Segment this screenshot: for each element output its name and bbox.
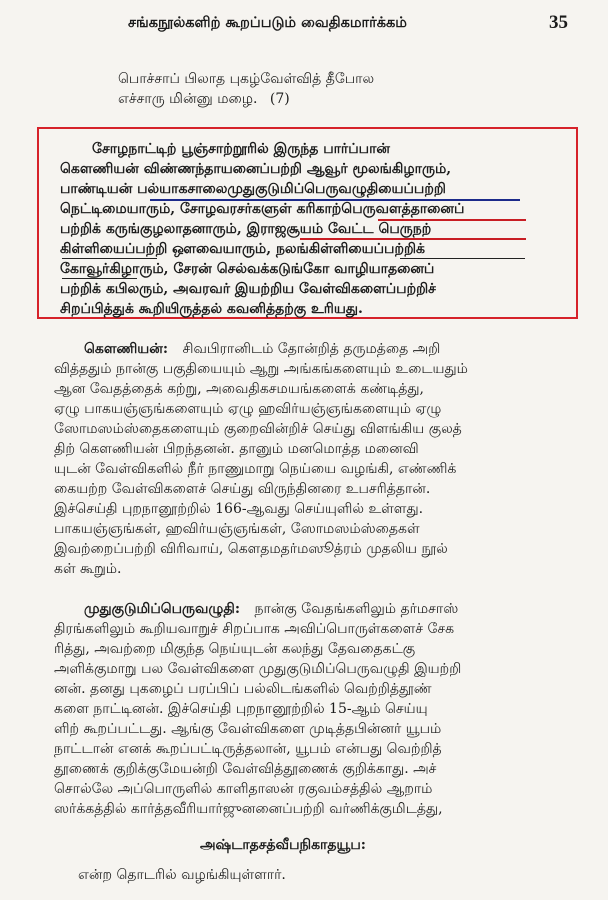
mudukudumi-line: ளிற் கூறப்பட்டது. ஆங்கு வேள்விகளை முடித்தபின்னர் யூபம் xyxy=(54,721,442,737)
boxed-line-8: பற்றிக் கபிலரும், அவரவர் இயற்றிய வேள்விகளைப்பற்றிச் xyxy=(60,281,436,297)
red-underline-perunarkilli xyxy=(300,238,526,240)
mudukudumi-line: தூணைக் குறிக்குமேயன்றி வேள்வித்தூணைக் குறிக்காது. அச் xyxy=(54,761,437,777)
pencil-underline-3 xyxy=(62,278,137,279)
kauniyan-line: கையற்ற வேள்விகளைச் செய்து விருந்தினரை உபசரித்தான். xyxy=(54,481,431,497)
kauniyan-line: ஆன வேதத்தைக் கற்று, அவைதிகசமயங்களைக் கண்டித்து, xyxy=(54,381,424,397)
mudukudumi-line-1-text: நான்கு வேதங்களிலும் தர்மசாஸ் xyxy=(254,601,459,617)
mudukudumi-line: ரித்து, அவற்றை மிகுந்த நெய்யுடன் கலந்து தேவதைகட்கு xyxy=(54,641,416,657)
mudukudumi-heading: முதுகுடுமிப்பெருவழுதி: xyxy=(84,601,241,617)
boxed-line-9: சிறப்பித்துக் கூறியிருத்தல் கவனித்தற்கு உரியது. xyxy=(60,301,363,317)
boxed-line-7: கோவூர்கிழாரும், சேரன் செல்வக்கடுங்கோ வாழியாதனைப் xyxy=(60,261,435,277)
kauniyan-line: கள் கூறும். xyxy=(54,561,122,577)
kauniyan-line: திற் கௌணியன் பிறந்தனன். தானும் மனமொத்த மனைவி xyxy=(54,441,419,457)
kauniyan-line: இவற்றைப்பற்றி விரிவாய், கௌதமதர்மஸூத்ரம் முதலிய நூல் xyxy=(54,541,448,557)
boxed-line-1: சோழநாட்டிற் பூஞ்சாற்றூரில் இருந்த பார்ப்பான் xyxy=(92,141,390,157)
verse-line-2-text: எச்சாரு மின்னு மழை. xyxy=(118,91,258,107)
kauniyan-line: ஏழு பாகயஞ்ஞங்களையும் ஏழு ஹவிர்யஞ்ஞங்களையும் ஏழு xyxy=(54,401,442,417)
mudukudumi-line: சொல்லே அப்பொருளில் காளிதாஸன் ரகுவம்சத்தில் ஆறாம் xyxy=(54,781,433,797)
verse-number: (7) xyxy=(269,91,290,107)
kauniyan-line-1-text: சிவபிரானிடம் தோன்றித் தருமத்தை அறி xyxy=(182,341,441,357)
mudukudumi-line: திரங்களிலும் கூறியவாறுச் சிறப்பாக அவிப்பொருள்களைச் சேக xyxy=(54,621,455,637)
running-title: சங்கநூல்களிற் கூறப்படும் வைதிகமார்க்கம் xyxy=(128,14,407,31)
verse-line-1: பொச்சாப் பிலாத புகழ்வேள்வித் தீபோல xyxy=(118,71,375,87)
kauniyan-line: ஸோமஸம்ஸ்தைகளையும் குறைவின்றிச் செய்து விளங்கிய குலத் xyxy=(54,421,462,437)
pencil-underline-1 xyxy=(62,258,157,259)
mudukudumi-line-1 xyxy=(84,600,458,618)
verse-line-2 xyxy=(118,90,290,108)
kauniyan-line: யுடன் வேள்விகளில் நீர் நாணுமாறு நெய்யை வழங்கி, எண்ணிக் xyxy=(54,461,457,477)
boxed-line-3: பாண்டியன் பல்யாகசாலைமுதுகுடுமிப்பெருவழுதியைப்பற்றி xyxy=(60,181,446,197)
mudukudumi-line: அளிக்குமாறு பல வேள்விகளை முதுகுடுமிப்பெருவழுதி இயற்றி xyxy=(54,661,462,677)
closing-line: என்ற தொடரில் வழங்கியுள்ளார். xyxy=(78,867,286,883)
blue-underline xyxy=(150,199,520,201)
boxed-line-6: கிள்ளியைப்பற்றி ஔவையாரும், நலங்கிள்ளியைப்பற்றிக் xyxy=(60,241,426,257)
boxed-line-2: கௌணியன் விண்ணந்தாயனைப்பற்றி ஆவூர் மூலங்கிழாரும், xyxy=(60,161,452,177)
kauniyan-line: பாகயஞ்ஞங்கள், ஹவிர்யஞ்ஞங்கள், ஸோமஸம்ஸ்தைகள் xyxy=(54,521,420,537)
mudukudumi-line: னன். தனது புகழைப் பரப்பிப் பல்லிடங்களில் வெற்றித்தூண் xyxy=(54,681,432,697)
boxed-line-4: நெட்டிமையாரும், சோழவரசர்களுள் கரிகாற்பெருவளத்தானைப் xyxy=(60,201,465,217)
kauniyan-line-1 xyxy=(84,340,440,358)
boxed-line-5: பற்றிக் கருங்குழலாதனாரும், இராஜசூயம் வேட்ட பெருநற் xyxy=(60,221,432,237)
kauniyan-heading: கௌணியன்: xyxy=(84,341,169,357)
mudukudumi-line: களை நாட்டினன். இச்செய்தி புறநானூற்றில் 15-ஆம் செய்யு xyxy=(54,701,428,717)
pencil-underline-2 xyxy=(400,258,525,259)
kauniyan-line: வித்ததும் நான்கு பகுதியையும் ஆறு அங்கங்களையும் உடையதும் xyxy=(54,361,468,377)
page-number: 35 xyxy=(549,12,568,33)
mudukudumi-line: ஸர்க்கத்தில் கார்த்தவீரியார்ஜுனனைப்பற்றி வர்ணிக்குமிடத்து, xyxy=(54,801,443,817)
kauniyan-line: இச்செய்தி புறநானூற்றில் 166-ஆவது செய்யுளில் உள்ளது. xyxy=(54,501,424,517)
sanskrit-quote: அஷ்டாதசத்வீபநிகாதயூப: xyxy=(200,837,366,853)
red-underline-karikal xyxy=(378,219,526,221)
mudukudumi-line: நாட்டான் எனக் கூறப்பட்டிருத்தலான், யூபம் என்பது வெற்றித் xyxy=(54,741,442,757)
